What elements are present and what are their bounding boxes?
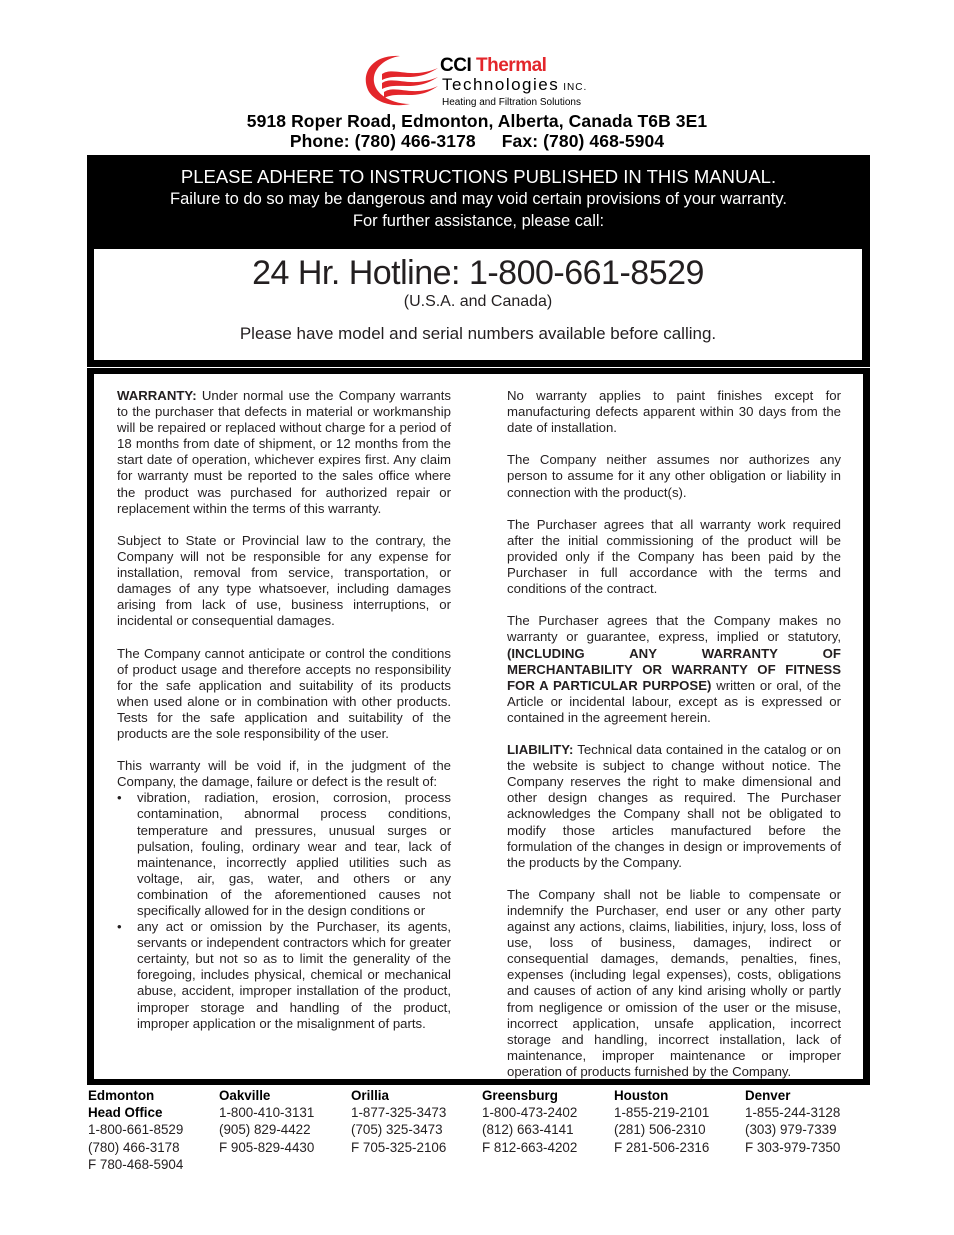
logo-subname: [442, 76, 587, 97]
company-logo: [360, 50, 610, 110]
indemnity-paragraph: The Company shall not be liable to compensate or indemnify the Purchaser, end user or any other party against any actions, claims, liabilities, injury, loss, loss of use, loss of business, damages, indirect or consequential damages, demands, penalties, fines, expenses (including legal expenses), costs, obligations and causes of action of any kind arising wholly or partly from negligence or omission of the user or the misuse, incorrect application, unsafe application, incorrect storage and handling, incorrect installation, lack of maintenance, improper maintenance or improper operation of products furnished by the Company.: [507, 886, 841, 1079]
merchantability-text: (INCLUDING ANY WARRANTY OF MERCHANTABILITY OR WARRANTY OF FITNESS FOR A PARTICULAR PURPOSE): [507, 645, 841, 693]
company-address: 5918 Roper Road, Edmonton, Alberta, Canada T6B 3E1: [246, 111, 708, 131]
company-fax: Fax: (780) 468-5904: [501, 131, 665, 151]
logo-tagline: Heating and Filtration Solutions: [442, 97, 581, 108]
logo-name-red: Thermal: [476, 55, 547, 76]
notice-box: [87, 155, 870, 367]
no-warranty-paragraph: [507, 613, 841, 726]
list-item: [117, 919, 451, 1032]
notice-line-2: Failure to do so may be dangerous and may void certain provisions of your warranty.: [170, 190, 787, 208]
notice-header: [87, 165, 870, 232]
hotline-panel: [94, 249, 862, 360]
office-phone: (281) 506-2310: [614, 1122, 706, 1138]
logo-suffix: INC.: [563, 82, 588, 93]
office-orillia: [351, 1087, 481, 1156]
logo-name-bold: CCI: [440, 55, 472, 76]
office-city: Oakville: [219, 1088, 271, 1103]
warranty-paragraph: [117, 388, 451, 517]
office-tollfree: 1-855-244-3128: [745, 1105, 841, 1121]
office-tollfree: 1-877-325-3473: [351, 1105, 447, 1121]
office-fax: F 812-663-4202: [482, 1139, 578, 1155]
office-fax: F 705-325-2106: [351, 1139, 447, 1155]
office-denver: [745, 1087, 875, 1156]
office-tollfree: 1-800-473-2402: [482, 1105, 578, 1121]
office-city: Edmonton: [88, 1088, 155, 1103]
office-phone: (780) 466-3178: [88, 1139, 180, 1155]
office-greensburg: [482, 1087, 612, 1156]
bullet-icon: •: [117, 790, 122, 806]
warranty-text: Under normal use the Company warrants to the purchaser that defects in material or workmanship will be repaired or replaced without charge for a period of 18 months from date of shipment, or 12 months from the start date of operation, whichever expires first. Any claim for warranty must be reported to the sales office where the product was purchased for authorized repair or replacement within the terms of this warranty.: [117, 388, 451, 516]
office-fax: F 281-506-2316: [614, 1139, 710, 1155]
office-fax: F 303-979-7350: [745, 1139, 841, 1155]
list-item-text: vibration, radiation, erosion, corrosion, process contamination, abnormal process conditions, temperature and pressures, unusual surges or pulsation, fouling, ordinary wear and tear, lack of maintenance, incorrectly applied utilities such as voltage, air, gas, water, and others or any combination of the aforementioned causes not specifically allowed for in the design conditions or: [137, 790, 451, 918]
usage-paragraph: The Company cannot anticipate or control the conditions of product usage and therefore accepts no responsibility for the safe application and suitability of its products when used alone or in combination with other products. Tests for the safe application and suitability of the products are the sole responsibility of the user.: [117, 645, 451, 741]
liability-paragraph: [507, 742, 841, 871]
office-city: Denver: [745, 1088, 791, 1103]
logo-name-light: Technologies: [442, 75, 560, 94]
company-contact: [0, 131, 954, 151]
logo-swoosh-icon: [360, 50, 440, 110]
office-phone: (812) 663-4141: [482, 1122, 574, 1138]
office-fax: F 780-468-5904: [88, 1156, 184, 1172]
obligation-paragraph: The Company neither assumes nor authorizes any person to assume for it any other obligation or liability in connection with the product(s).: [507, 452, 841, 500]
warranty-panel: [94, 374, 863, 1079]
office-tollfree: 1-800-661-8529: [88, 1122, 184, 1138]
office-phone: (303) 979-7339: [745, 1122, 837, 1138]
hotline-region: (U.S.A. and Canada): [403, 293, 553, 310]
no-warranty-text: The Purchaser agrees that the Company makes no warranty or guarantee, express, implied or statutory,: [507, 613, 841, 645]
notice-line-3: For further assistance, please call:: [352, 212, 605, 230]
list-item: [117, 790, 451, 919]
hotline-number: 24 Hr. Hotline: 1-800-661-8529: [252, 254, 704, 292]
office-city: Greensburg: [482, 1088, 558, 1103]
liability-text: Technical data contained in the catalog or on the website is subject to change without notice. The Company reserves the right to make dimensional and other design changes as required. The Purchaser acknowledges the Company shall not be obligated to modify those articles manufactured before the formulation of the changes in design or improvements of the products by the Company.: [507, 742, 841, 870]
void-paragraph: This warranty will be void if, in the judgment of the Company, the damage, failure or defect is the result of:: [117, 758, 451, 790]
hotline-note: Please have model and serial numbers available before calling.: [239, 324, 717, 343]
office-houston: [614, 1087, 744, 1156]
office-city: Houston: [614, 1088, 669, 1103]
warranty-left-column: [117, 388, 451, 1032]
warranty-right-column: [507, 388, 841, 1096]
company-phone: Phone: (780) 466-3178: [289, 131, 476, 151]
list-item-text: any act or omission by the Purchaser, its agents, servants or independent contractors which for greater certainty, but not so as to limit the generality of the foregoing, includes physical, chemical or mechanical abuse, accident, improper installation of the product, improper storage and handling of the product, improper application or the misalignment of parts.: [137, 919, 451, 1031]
liability-limit-paragraph: Subject to State or Provincial law to the contrary, the Company will not be responsible for any expense for installation, removal from service, transportation, or damages of any type whatsoever, including damages arising from lack of use, business interruptions, or incidental or consequential damages.: [117, 532, 451, 629]
office-edmonton: [88, 1087, 218, 1173]
notice-line-1: PLEASE ADHERE TO INSTRUCTIONS PUBLISHED IN THIS MANUAL.: [180, 166, 777, 187]
office-tollfree: 1-855-219-2101: [614, 1105, 710, 1121]
office-phone: (705) 325-3473: [351, 1122, 443, 1138]
logo-wordmark: [440, 56, 546, 76]
void-conditions-list: [117, 790, 451, 1031]
paint-paragraph: No warranty applies to paint finishes except for manufacturing defects apparent within 30 days from the date of installation.: [507, 388, 841, 436]
liability-label: LIABILITY:: [507, 742, 574, 758]
office-fax: F 905-829-4430: [219, 1139, 315, 1155]
warranty-label: WARRANTY:: [117, 388, 197, 403]
office-list: [88, 1087, 888, 1187]
office-phone: (905) 829-4422: [219, 1122, 311, 1138]
warranty-box: [87, 368, 870, 1085]
office-label: Head Office: [88, 1105, 163, 1121]
commissioning-paragraph: The Purchaser agrees that all warranty work required after the initial commissioning of the product will be provided only if the Company has been paid by the Purchaser in full accordance with the terms and conditions of the contract.: [507, 516, 841, 597]
office-tollfree: 1-800-410-3131: [219, 1105, 315, 1121]
no-warranty-text-end: written or oral, of the Article or incidental labour, except as is expressed or contained in the agreement herein.: [507, 677, 841, 725]
bullet-icon: •: [117, 919, 122, 935]
office-oakville: [219, 1087, 349, 1156]
office-city: Orillia: [351, 1088, 389, 1103]
